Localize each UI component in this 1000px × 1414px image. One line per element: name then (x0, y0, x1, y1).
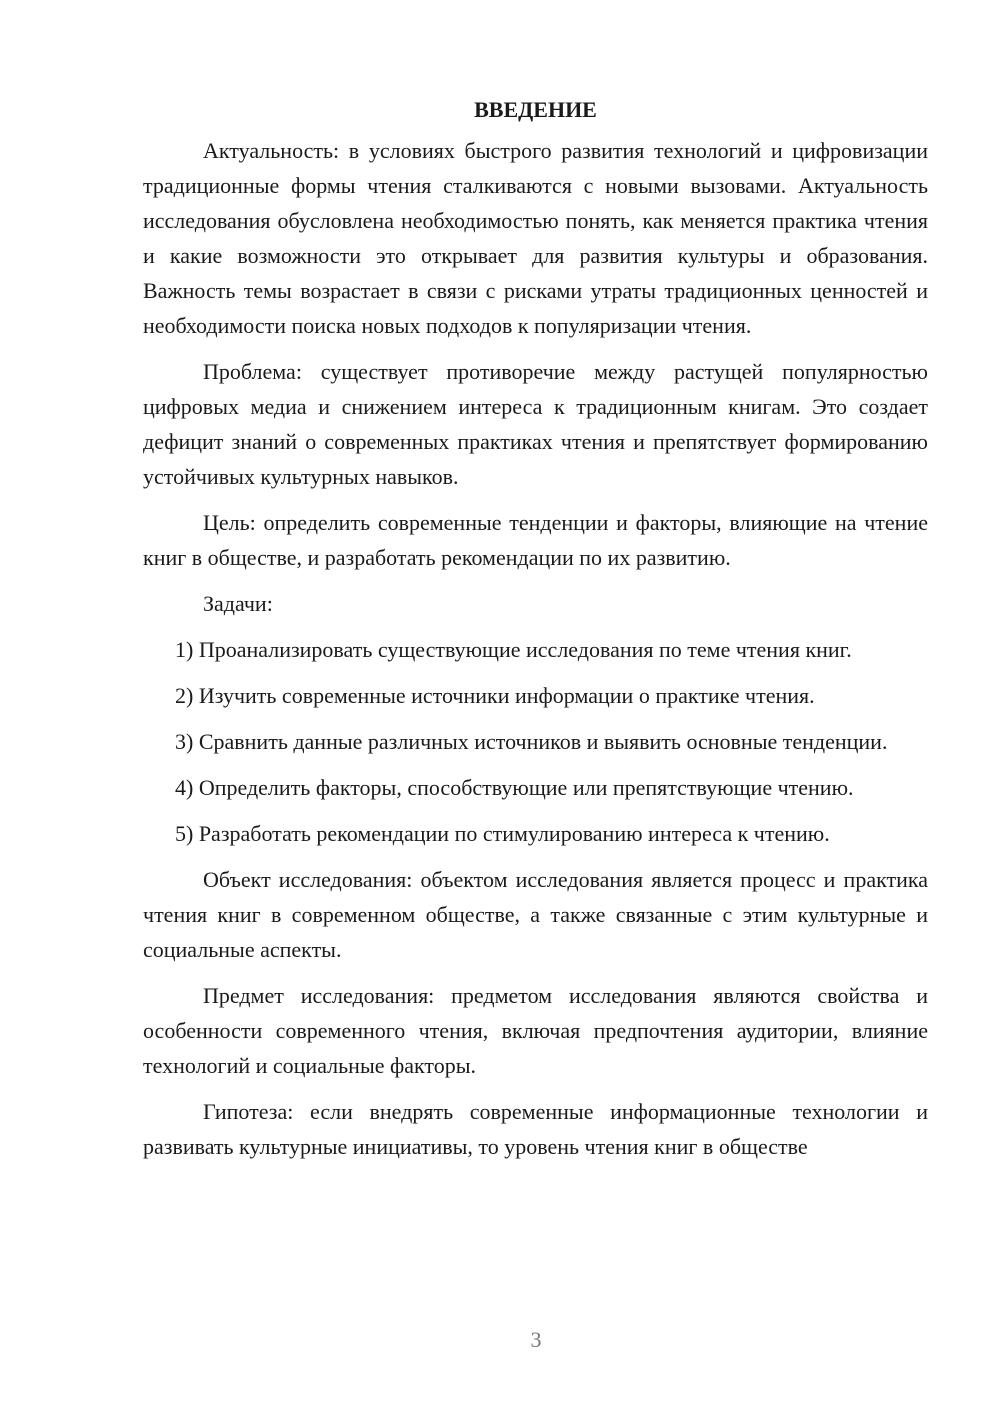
section-title: ВВЕДЕНИЕ (474, 97, 597, 122)
task-item: 2) Изучить современные источники информации о практике чтения. (175, 683, 815, 708)
paragraph-subject: Предмет исследования: предметом исследования являются свойства и особенности современного чтения, включая предпочтения аудитории, влияние технологий и социальные факторы. (143, 983, 928, 1078)
paragraph-relevance: Актуальность: в условиях быстрого развития технологий и цифровизации традиционные формы чтения сталкиваются с новыми вызовами. Актуальность исследования обусловлена необходимостью понять, как меняется практика чтения и какие возможности это открывает для развития культуры и образования. Важность темы возрастает в связи с рисками утраты традиционных ценностей и необходимости поиска новых подходов к популяризации чтения. (143, 138, 928, 338)
task-item: 3) Сравнить данные различных источников и выявить основные тенденции. (175, 729, 888, 754)
tasks-heading: Задачи: (203, 591, 273, 616)
page-body (143, 92, 928, 1175)
task-item: 1) Проанализировать существующие исследования по теме чтения книг. (175, 637, 852, 662)
task-item: 5) Разработать рекомендации по стимулированию интереса к чтению. (175, 821, 830, 846)
paragraph-goal: Цель: определить современные тенденции и факторы, влияющие на чтение книг в обществе, и разработать рекомендации по их развитию. (143, 510, 928, 570)
page-number: 3 (530, 1327, 542, 1352)
paragraph-object: Объект исследования: объектом исследования является процесс и практика чтения книг в современном обществе, а также связанные с этим культурные и социальные аспекты. (143, 867, 928, 962)
task-item: 4) Определить факторы, способствующие или препятствующие чтению. (175, 775, 854, 800)
paragraph-hypothesis: Гипотеза: если внедрять современные информационные технологии и развивать культурные инициативы, то уровень чтения книг в обществе (143, 1099, 928, 1159)
paragraph-problem: Проблема: существует противоречие между растущей популярностью цифровых медиа и снижением интереса к традиционным книгам. Это создает дефицит знаний о современных практиках чтения и препятствует формированию устойчивых культурных навыков. (143, 359, 928, 489)
